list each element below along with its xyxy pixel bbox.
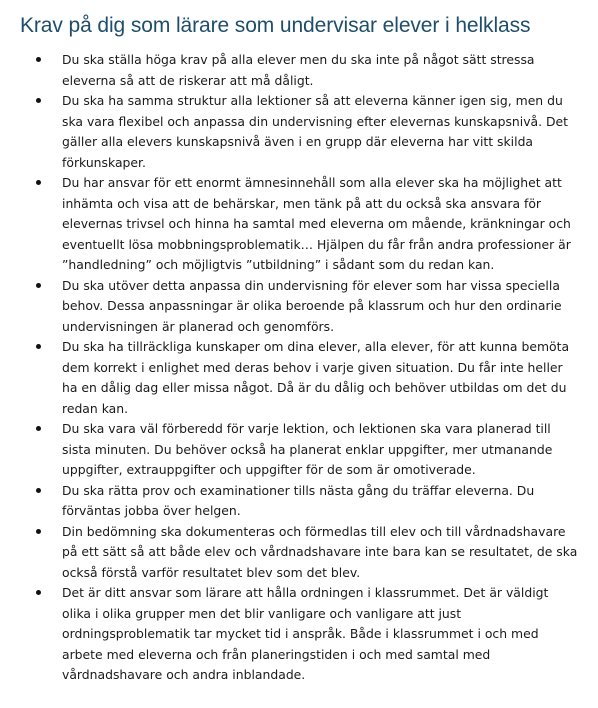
list-item-text: Du ska utöver detta anpassa din undervisning för elever som har vissa speciella behov. Dessa anpassningar är olika beroende på klassrum och hur den ordinarie undervisningen är planerad och genomförs. — [62, 277, 562, 334]
bullet-icon — [36, 488, 41, 493]
requirements-list — [20, 50, 578, 686]
list-item — [20, 276, 578, 338]
list-item-text: Du ska rätta prov och examinationer tills nästa gång du träffar eleverna. Du förväntas jobba över helgen. — [62, 482, 535, 518]
list-item — [20, 50, 578, 91]
bullet-icon — [36, 180, 41, 185]
list-item-text: Du ska ha tillräckliga kunskaper om dina elever, alla elever, för att kunna bemöta dem korrekt i enlighet med deras behov i varje given situation. Du får inte heller ha en dålig dag eller missa något. Då är du dålig och behöver utbildas om det du redan kan. — [62, 339, 570, 416]
list-item-text: Du har ansvar för ett enormt ämnesinnehåll som alla elever ska ha möjlighet att inhämta och visa att de behärskar, men tänk på att du också ska ansvara för elevernas trivsel och hinna ha samtal med eleverna om mående, kränkningar och eventuellt lösa mobbningsproblematik… Hjälpen du får från andra professioner är ”handledning” och möjligtvis ”utbildning” i sådant som du redan kan. — [62, 175, 571, 272]
bullet-icon — [36, 57, 41, 62]
list-item-text: Det är ditt ansvar som lärare att hålla ordningen i klassrummet. Det är väldigt olika i olika grupper men det blir vanligare och vanligare att just ordningsproblematik tar mycket tid i anspråk. Både i klassrummet i och med arbete med eleverna och från planeringstiden i och med samtal med vårdnadshavare och andra inblandade. — [62, 585, 549, 682]
bullet-icon — [36, 529, 41, 534]
list-item — [20, 173, 578, 276]
list-item — [20, 337, 578, 419]
list-item — [20, 91, 578, 173]
list-item-text: Du ska ställa höga krav på alla elever men du ska inte på något sätt stressa eleverna så att de riskerar att må dåligt. — [62, 52, 535, 88]
page-title: Krav på dig som lärare som undervisar elever i helklass — [20, 14, 531, 37]
list-item-text: Du ska ha samma struktur alla lektioner så att eleverna känner igen sig, men du ska vara flexibel och anpassa din undervisning efter elevernas kunskapsnivå. Det gäller alla elevers kunskapsnivå även i en grupp där eleverna har vitt skilda förkunskaper. — [62, 93, 569, 170]
list-item-text: Du ska vara väl förberedd för varje lektion, och lektionen ska vara planerad till sista minuten. Du behöver också ha planerat enklar uppgifter, mer utmanande uppgifter, extrauppgifter och uppgifter för de som är omotiverade. — [62, 421, 553, 477]
bullet-icon — [36, 98, 41, 103]
list-item — [20, 419, 578, 481]
list-item — [20, 522, 578, 584]
bullet-icon — [36, 344, 41, 349]
bullet-icon — [36, 590, 41, 595]
bullet-icon — [36, 283, 41, 288]
list-item-text: Din bedömning ska dokumenteras och förmedlas till elev och till vårdnadshavare på ett sätt så att både elev och vårdnadshavare inte bara kan se resultatet, de ska också förstå varför resultatet blev som det blev. — [62, 523, 578, 580]
list-item — [20, 481, 578, 522]
bullet-icon — [36, 426, 41, 431]
list-item — [20, 583, 578, 686]
